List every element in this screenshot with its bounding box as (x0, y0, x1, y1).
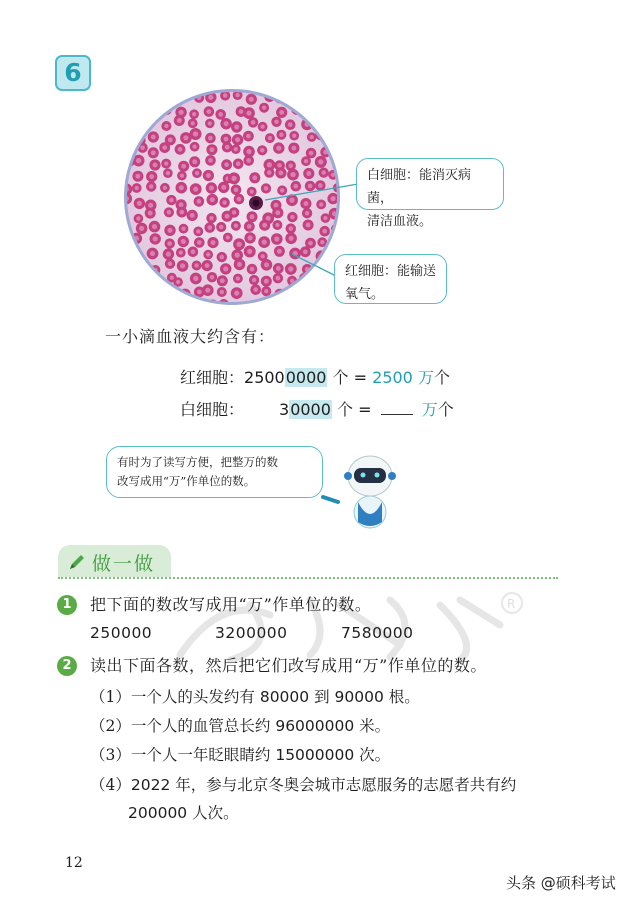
red-blood-cell-center (306, 171, 311, 176)
q1-number-3: 7580000 (341, 624, 414, 642)
red-blood-cell-center (137, 201, 142, 206)
red-blood-cell-center (148, 211, 153, 216)
red-blood-cell-center (239, 109, 244, 114)
q2-item-2-index: （2） (90, 717, 131, 735)
answer-blank[interactable] (381, 401, 413, 415)
red-cell-line-1: 红细胞：能输送 (345, 264, 437, 279)
red-blood-cell-center (274, 120, 279, 125)
red-blood-cell-center (194, 263, 198, 267)
red-blood-cell-center (251, 120, 256, 125)
robot-icon (320, 452, 402, 530)
red-blood-cell-center (207, 109, 212, 114)
red-blood-cell-center (177, 118, 182, 123)
red-blood-cell-center (320, 240, 324, 244)
red-blood-cell-center (304, 159, 308, 163)
red-blood-cell-center (247, 224, 252, 229)
red-blood-cell-center (208, 136, 213, 141)
red-blood-cell-center (305, 211, 310, 216)
white-cell-ge-unit: 个 (437, 400, 454, 419)
example-number-badge: 6 (55, 55, 91, 91)
red-blood-cell-center (222, 200, 227, 205)
red-blood-cell-center (331, 196, 336, 201)
red-blood-cell-center (149, 184, 154, 189)
red-blood-cell-center (246, 111, 251, 116)
red-blood-cell-center (268, 136, 272, 140)
red-blood-cell-center (260, 148, 265, 153)
red-blood-cell-center (289, 226, 294, 231)
red-blood-cell-center (308, 184, 313, 189)
red-blood-cell-center (153, 236, 158, 241)
pencil-icon (68, 553, 86, 571)
red-blood-cell-center (288, 122, 293, 127)
q2-item-1-index: （1） (90, 688, 131, 706)
red-blood-cell-center (196, 229, 200, 233)
white-cell-line-2: 清洁血液。 (367, 214, 433, 229)
red-blood-cell-center (275, 210, 280, 215)
red-blood-cell-center (206, 173, 211, 178)
red-blood-cell-center (163, 186, 167, 190)
red-blood-cell-center (167, 210, 172, 215)
red-blood-cell-center (323, 216, 327, 220)
red-blood-cell-center (168, 261, 173, 266)
red-blood-cell-center (197, 199, 202, 204)
red-blood-cell-center (206, 252, 210, 256)
red-blood-cell-center (224, 121, 229, 126)
red-cell-equals: 个 = (332, 368, 368, 387)
red-cell-callout (334, 254, 447, 304)
red-blood-cell-center (235, 253, 240, 258)
q2-item-2-number: 96000000 (275, 717, 355, 735)
q2-item-3-index: （3） (90, 746, 131, 764)
red-blood-cell-center (267, 170, 272, 175)
red-blood-cell-center (262, 223, 267, 228)
red-blood-cell-center (162, 145, 167, 150)
red-blood-cell-center (262, 239, 267, 244)
red-blood-cell-center (293, 184, 298, 189)
red-blood-cell-center (208, 158, 213, 163)
red-cell-answer: 2500 (372, 368, 413, 387)
red-blood-cell-center (148, 203, 153, 208)
q2-item-3-before: 一个人一年眨眼睛约 (130, 746, 271, 764)
speech-line-1: 有时为了读写方便，把整万的数 (117, 455, 278, 469)
q2-item-2 (90, 714, 390, 736)
red-blood-cell-center (234, 187, 239, 192)
red-blood-cell-center (135, 253, 139, 257)
red-blood-cell-center (193, 276, 198, 281)
red-blood-cell-center (235, 306, 240, 311)
q2-item-1 (90, 685, 420, 707)
red-blood-cell-center (208, 95, 213, 100)
red-blood-cell-center (167, 228, 172, 233)
red-blood-cell-center (209, 147, 214, 152)
red-cell-number-highlight: 0000 (285, 368, 327, 387)
red-blood-cell-center (235, 137, 240, 142)
red-blood-cell-center (250, 214, 255, 219)
red-blood-cell-center (225, 214, 230, 219)
red-blood-cell-center (166, 171, 170, 175)
q2-item-1-before: 一个人的头发约有 (130, 688, 255, 706)
red-blood-cell-center (247, 249, 252, 254)
red-blood-cell-center (181, 227, 185, 231)
q2-item-3-after: 次。 (359, 746, 391, 764)
red-blood-cell-center (303, 201, 308, 206)
red-blood-cell-center (318, 159, 323, 164)
red-blood-cell-center (275, 223, 279, 227)
red-blood-cell-center (236, 276, 240, 280)
red-blood-cell-center (153, 163, 158, 168)
try-it-title: 做一做 (92, 553, 156, 575)
red-blood-cell-center (264, 262, 269, 267)
red-blood-cell-center (120, 209, 125, 214)
red-cell-label: 红细胞： (180, 368, 245, 387)
red-blood-cell-center (205, 288, 210, 293)
red-blood-cell-center (274, 236, 279, 241)
red-blood-cell-center (179, 110, 184, 115)
red-blood-cell-center (218, 112, 223, 117)
q2-item-3-number: 15000000 (275, 746, 355, 764)
red-blood-cell-center (150, 251, 155, 256)
red-blood-cell-center (197, 290, 202, 295)
white-cell-wan-unit: 万 (421, 400, 438, 419)
q2-item-1-after: 根。 (388, 688, 420, 706)
red-blood-cell-center (179, 210, 184, 215)
question-1-text: 把下面的数改写成用“万”作单位的数。 (90, 595, 372, 614)
red-blood-cell-center (221, 185, 226, 190)
red-blood-cell-center (224, 137, 229, 142)
white-cell-equals: 个 = (337, 400, 372, 419)
red-blood-cell-center (121, 174, 126, 179)
red-blood-cell-center (331, 146, 335, 150)
red-blood-cell-center (226, 235, 230, 239)
red-blood-cell-center (235, 93, 239, 97)
section-divider (58, 577, 558, 579)
try-it-banner (58, 545, 171, 577)
red-blood-cell-center (220, 278, 225, 283)
q2-item-4 (90, 773, 516, 795)
red-blood-cell-center (231, 176, 236, 181)
red-blood-cell-center (209, 185, 214, 190)
white-cell-number-highlight: 0000 (290, 400, 331, 419)
red-blood-cell-center (220, 290, 225, 295)
red-blood-cell-center (277, 249, 282, 254)
q2-item-1-number-1: 80000 (259, 688, 310, 706)
red-cell-wan-unit: 万 (417, 368, 434, 387)
red-blood-cell-center (190, 213, 195, 218)
red-blood-cell-center (219, 225, 224, 230)
q2-item-4-year: 2022 (130, 776, 171, 794)
q2-item-1-mid: 到 (314, 688, 330, 706)
svg-text:R: R (507, 597, 516, 611)
red-blood-cell-center (164, 124, 168, 128)
red-blood-cell-center (179, 185, 184, 190)
red-blood-cell-center (192, 159, 197, 164)
red-blood-cell-center (197, 240, 202, 245)
red-blood-cell-center (151, 135, 156, 140)
red-blood-cell-center (274, 203, 279, 208)
red-blood-cell-center (253, 287, 258, 292)
red-blood-cell-center (308, 241, 313, 246)
red-blood-cell-center (263, 300, 268, 305)
red-blood-cell-center (183, 135, 188, 140)
q2-item-4-number: 200000 (128, 804, 188, 822)
red-blood-cell-center (322, 229, 327, 234)
red-blood-cell-center (280, 188, 285, 193)
red-blood-cell-center (169, 198, 174, 203)
page-number: 12 (65, 855, 83, 871)
red-blood-cell-center (168, 137, 173, 142)
red-blood-cell-center (290, 215, 295, 220)
red-blood-cell-center (248, 235, 253, 240)
red-blood-cell-center (234, 125, 239, 130)
q2-item-4-index: （4） (90, 776, 131, 794)
red-blood-cell-center (309, 151, 314, 156)
speech-line-2: 改写成用“万”作单位的数。 (117, 474, 256, 488)
red-blood-cell-center (219, 255, 224, 260)
red-blood-cell-center (249, 97, 254, 102)
red-blood-cell-center (164, 161, 168, 165)
white-cell-label: 白细胞： (180, 400, 245, 419)
red-blood-cell-center (139, 226, 144, 231)
red-blood-cell-center (178, 147, 183, 152)
red-cell-ge-unit: 个 (433, 368, 450, 387)
red-blood-cell-center (152, 224, 157, 229)
red-blood-cell-center (225, 145, 230, 150)
red-blood-cell-center (193, 187, 198, 192)
red-blood-cell-center (180, 174, 184, 178)
red-blood-cell-center (224, 162, 229, 167)
red-blood-cell-center (292, 134, 296, 138)
q1-number-1: 250000 (90, 624, 153, 642)
q1-number-2: 3200000 (215, 624, 288, 642)
question-2-number: 2 (57, 656, 77, 676)
red-cell-equation (180, 365, 450, 388)
red-blood-cell-center (166, 252, 171, 257)
q2-item-4-after: 人次。 (192, 804, 239, 822)
red-blood-cell-center (136, 216, 140, 220)
red-blood-cell-center (264, 289, 268, 293)
white-cell-line-1: 白细胞：能消灭病菌， (367, 168, 472, 206)
red-blood-cell-center (264, 186, 269, 191)
red-blood-cell-center (135, 186, 139, 190)
red-blood-cell-center (237, 197, 242, 202)
robot-speech-bubble (106, 446, 323, 498)
red-blood-cell-center (279, 110, 284, 115)
red-blood-cell-center (288, 163, 293, 168)
red-blood-cell-center (303, 249, 308, 254)
red-blood-cell-center (318, 183, 323, 188)
question-1-number: 1 (57, 595, 77, 615)
red-blood-cell-center (267, 162, 272, 167)
intro-text: 一小滴血液大约含有： (105, 327, 276, 346)
red-blood-cell-center (319, 202, 323, 206)
red-blood-cell-center (236, 242, 241, 247)
red-blood-cell-center (232, 210, 237, 215)
red-blood-cell-center (289, 198, 294, 203)
red-blood-cell-center (210, 275, 215, 280)
red-blood-cell-center (246, 134, 251, 139)
q2-item-2-before: 一个人的血管总长约 (130, 717, 271, 735)
white-cell-callout (356, 158, 504, 229)
red-blood-cell-center (237, 262, 242, 267)
red-blood-cell-center (310, 135, 314, 139)
blood-cell-illustration (0, 0, 640, 330)
white-cell-equation (180, 397, 454, 420)
red-blood-cell-center (250, 267, 255, 272)
red-blood-cell-center (192, 145, 196, 149)
red-blood-cell-center (170, 276, 174, 280)
q2-item-4-continuation (128, 801, 239, 823)
red-blood-cell-center (136, 158, 141, 163)
red-blood-cell-center (223, 266, 228, 271)
red-blood-cell-center (252, 175, 257, 180)
red-blood-cell-center (234, 291, 239, 296)
red-blood-cell-center (205, 263, 210, 268)
red-blood-cell-center (234, 147, 238, 151)
red-blood-cell-center (236, 161, 241, 166)
red-blood-cell-center (176, 280, 180, 284)
white-cell-number-plain: 3 (279, 400, 290, 419)
q2-item-2-after: 米。 (359, 717, 391, 735)
red-blood-cell-center (223, 93, 228, 98)
red-blood-cell-center (151, 150, 156, 155)
q2-item-3 (90, 743, 390, 765)
red-blood-cell-center (260, 125, 264, 129)
red-blood-cell-center (207, 225, 212, 230)
source-watermark: 头条 @硕科考试 (506, 874, 616, 892)
red-blood-cell-center (234, 224, 238, 228)
red-blood-cell-center (209, 216, 214, 221)
red-blood-cell-center (149, 174, 154, 179)
red-blood-cell-center (252, 278, 257, 283)
red-blood-cell-center (211, 240, 216, 245)
red-blood-cell-center (179, 250, 183, 254)
red-blood-cell-center (306, 223, 311, 228)
q2-item-1-number-2: 90000 (334, 688, 384, 706)
red-blood-cell-center (246, 149, 251, 154)
red-blood-cell-center (264, 279, 269, 284)
red-blood-cell-center (277, 163, 282, 168)
red-blood-cell-center (180, 263, 185, 268)
red-blood-cell-center (288, 266, 293, 271)
red-blood-cell-center (181, 164, 186, 169)
red-cell-number-plain: 2500 (244, 368, 285, 387)
red-blood-cell-center (262, 106, 266, 110)
red-blood-cell-center (195, 171, 199, 175)
red-blood-cell-center (191, 121, 195, 125)
red-blood-cell-center (167, 241, 172, 246)
red-blood-cell-center (290, 172, 295, 177)
red-blood-cell-center (181, 239, 186, 244)
red-cell-line-2: 氧气。 (345, 287, 385, 302)
red-blood-cell-center (261, 254, 265, 258)
red-blood-cell-center (276, 266, 281, 271)
question-2-text: 读出下面各数，然后把它们改写成用“万”作单位的数。 (90, 656, 487, 675)
red-blood-cell-center (289, 236, 294, 241)
red-blood-cell-center (276, 276, 281, 281)
red-blood-cell-center (191, 249, 196, 254)
q2-item-4-before: 年，参与北京冬奥会城市志愿服务的志愿者共有约 (175, 776, 517, 794)
red-blood-cell-center (140, 145, 145, 150)
red-blood-cell-center (210, 197, 215, 202)
red-blood-cell-center (192, 112, 196, 116)
red-blood-cell-center (193, 131, 198, 136)
red-blood-cell-center (246, 158, 251, 163)
red-blood-cell-center (291, 146, 296, 151)
red-blood-cell-center (279, 132, 284, 137)
red-blood-cell-center (208, 121, 212, 125)
red-blood-cell-center (278, 170, 283, 175)
red-blood-cell-center (276, 146, 281, 151)
red-blood-cell-center (179, 202, 184, 207)
red-blood-cell-center (336, 161, 341, 166)
red-blood-cell-center (321, 170, 326, 175)
red-blood-cell-center (250, 189, 254, 193)
red-blood-cell-center (135, 174, 140, 179)
